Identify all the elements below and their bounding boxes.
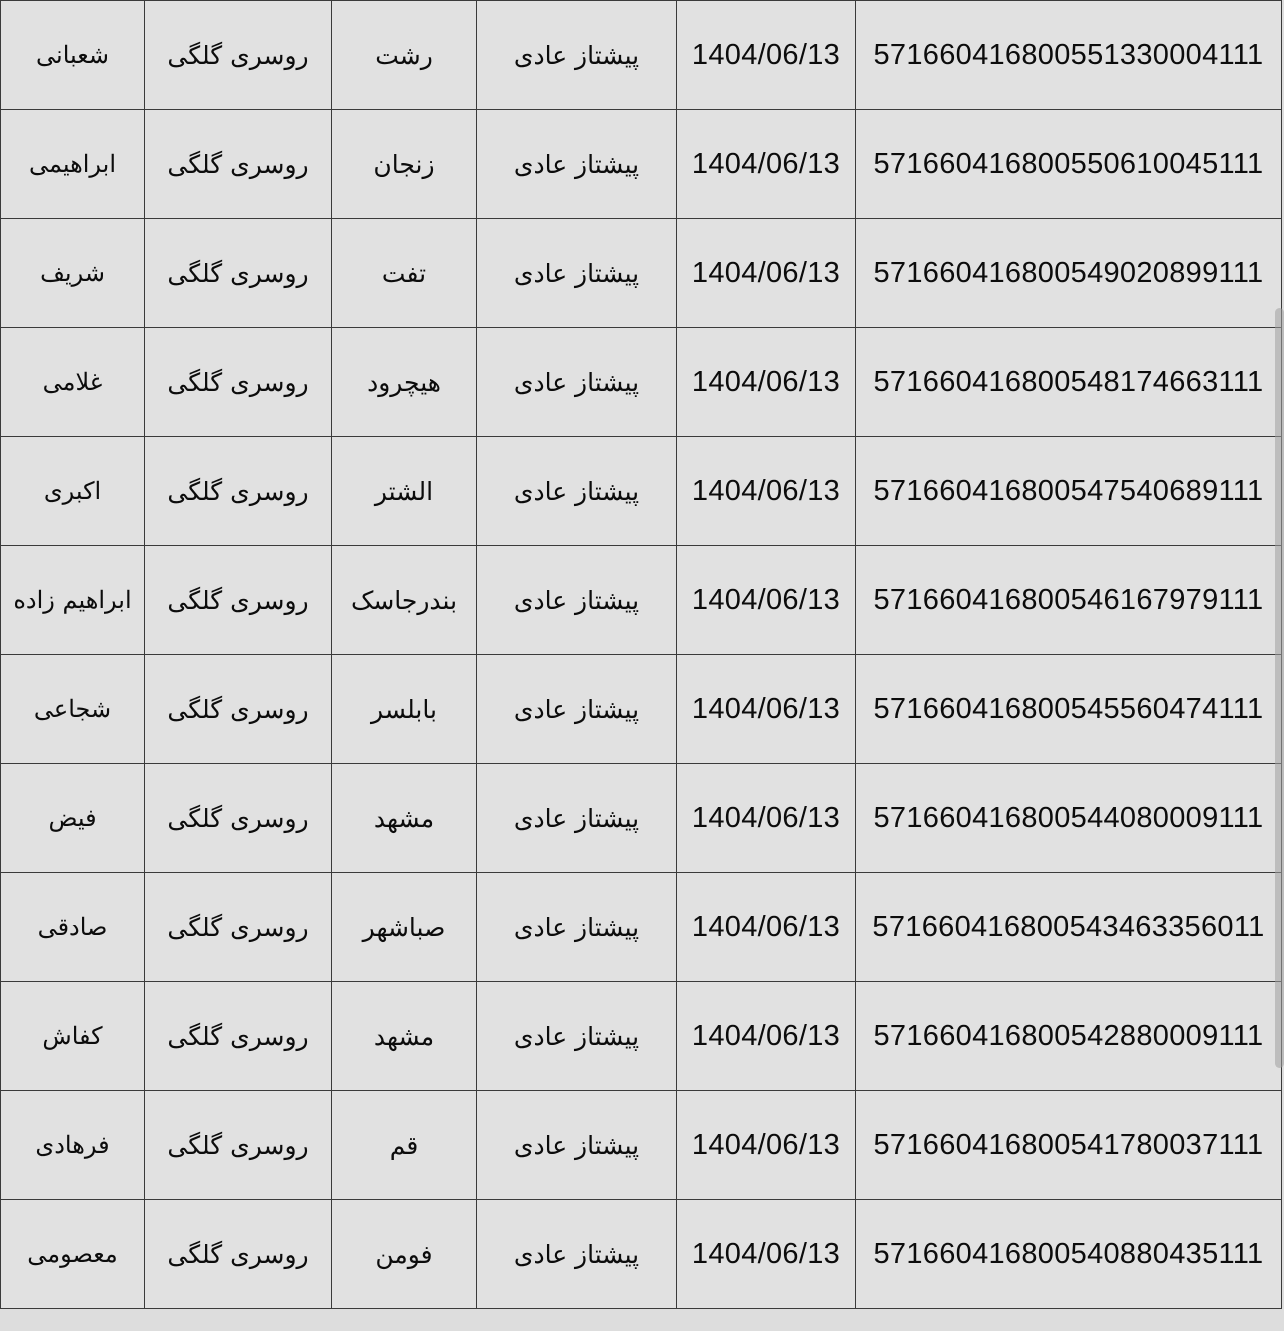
customer-name-cell: ابراهیم زاده xyxy=(1,546,145,655)
tracking-number-cell: 571660416800541780037111 xyxy=(856,1091,1282,1200)
city-cell: الشتر xyxy=(332,437,477,546)
date-cell: 1404/06/13 xyxy=(677,328,856,437)
product-cell: روسری گلگی xyxy=(145,110,332,219)
table-row xyxy=(1,764,1282,873)
product-cell: روسری گلگی xyxy=(145,873,332,982)
vertical-scrollbar[interactable] xyxy=(1279,0,1284,1331)
service-type-cell: پیشتاز عادی xyxy=(477,1091,677,1200)
product-cell: روسری گلگی xyxy=(145,655,332,764)
date-cell: 1404/06/13 xyxy=(677,764,856,873)
service-type-cell: پیشتاز عادی xyxy=(477,328,677,437)
customer-name-cell: اکبری xyxy=(1,437,145,546)
customer-name-cell: فیض xyxy=(1,764,145,873)
service-type-cell: پیشتاز عادی xyxy=(477,546,677,655)
customer-name-cell: غلامی xyxy=(1,328,145,437)
date-cell: 1404/06/13 xyxy=(677,1,856,110)
table-row xyxy=(1,655,1282,764)
product-cell: روسری گلگی xyxy=(145,219,332,328)
customer-name-cell: شریف xyxy=(1,219,145,328)
tracking-number-cell: 571660416800549020899111 xyxy=(856,219,1282,328)
table-row xyxy=(1,328,1282,437)
date-cell: 1404/06/13 xyxy=(677,546,856,655)
table-body xyxy=(1,1,1282,1309)
product-cell: روسری گلگی xyxy=(145,764,332,873)
date-cell: 1404/06/13 xyxy=(677,1091,856,1200)
tracking-number-cell: 571660416800542880009111 xyxy=(856,982,1282,1091)
customer-name-cell: معصومی xyxy=(1,1200,145,1309)
product-cell: روسری گلگی xyxy=(145,1200,332,1309)
city-cell: زنجان xyxy=(332,110,477,219)
service-type-cell: پیشتاز عادی xyxy=(477,873,677,982)
product-cell: روسری گلگی xyxy=(145,1,332,110)
date-cell: 1404/06/13 xyxy=(677,873,856,982)
customer-name-cell: شجاعی xyxy=(1,655,145,764)
tracking-number-cell: 571660416800545560474111 xyxy=(856,655,1282,764)
date-cell: 1404/06/13 xyxy=(677,219,856,328)
service-type-cell: پیشتاز عادی xyxy=(477,655,677,764)
service-type-cell: پیشتاز عادی xyxy=(477,1200,677,1309)
customer-name-cell: شعبانی xyxy=(1,1,145,110)
city-cell: قم xyxy=(332,1091,477,1200)
product-cell: روسری گلگی xyxy=(145,546,332,655)
table-row xyxy=(1,110,1282,219)
service-type-cell: پیشتاز عادی xyxy=(477,982,677,1091)
city-cell: رشت xyxy=(332,1,477,110)
date-cell: 1404/06/13 xyxy=(677,655,856,764)
table-row xyxy=(1,546,1282,655)
service-type-cell: پیشتاز عادی xyxy=(477,1,677,110)
city-cell: هیچرود xyxy=(332,328,477,437)
date-cell: 1404/06/13 xyxy=(677,110,856,219)
product-cell: روسری گلگی xyxy=(145,328,332,437)
customer-name-cell: فرهادی xyxy=(1,1091,145,1200)
tracking-number-cell: 571660416800550610045111 xyxy=(856,110,1282,219)
product-cell: روسری گلگی xyxy=(145,982,332,1091)
city-cell: مشهد xyxy=(332,982,477,1091)
city-cell: فومن xyxy=(332,1200,477,1309)
customer-name-cell: صادقی xyxy=(1,873,145,982)
scrollbar-thumb[interactable] xyxy=(1275,308,1284,1068)
service-type-cell: پیشتاز عادی xyxy=(477,110,677,219)
tracking-number-cell: 571660416800546167979111 xyxy=(856,546,1282,655)
city-cell: تفت xyxy=(332,219,477,328)
product-cell: روسری گلگی xyxy=(145,437,332,546)
date-cell: 1404/06/13 xyxy=(677,437,856,546)
customer-name-cell: ابراهیمی xyxy=(1,110,145,219)
tracking-number-cell: 571660416800543463356011 xyxy=(856,873,1282,982)
table-row xyxy=(1,982,1282,1091)
city-cell: بابلسر xyxy=(332,655,477,764)
service-type-cell: پیشتاز عادی xyxy=(477,219,677,328)
date-cell: 1404/06/13 xyxy=(677,982,856,1091)
service-type-cell: پیشتاز عادی xyxy=(477,764,677,873)
table-row xyxy=(1,1,1282,110)
tracking-number-cell: 571660416800548174663111 xyxy=(856,328,1282,437)
table-row xyxy=(1,437,1282,546)
table-row xyxy=(1,1091,1282,1200)
service-type-cell: پیشتاز عادی xyxy=(477,437,677,546)
product-cell: روسری گلگی xyxy=(145,1091,332,1200)
tracking-number-cell: 571660416800540880435111 xyxy=(856,1200,1282,1309)
city-cell: بندرجاسک xyxy=(332,546,477,655)
tracking-number-cell: 571660416800551330004111 xyxy=(856,1,1282,110)
table-row xyxy=(1,219,1282,328)
table-row xyxy=(1,1200,1282,1309)
city-cell: صباشهر xyxy=(332,873,477,982)
date-cell: 1404/06/13 xyxy=(677,1200,856,1309)
customer-name-cell: کفاش xyxy=(1,982,145,1091)
tracking-number-cell: 571660416800544080009111 xyxy=(856,764,1282,873)
city-cell: مشهد xyxy=(332,764,477,873)
tracking-number-cell: 571660416800547540689111 xyxy=(856,437,1282,546)
table-row xyxy=(1,873,1282,982)
